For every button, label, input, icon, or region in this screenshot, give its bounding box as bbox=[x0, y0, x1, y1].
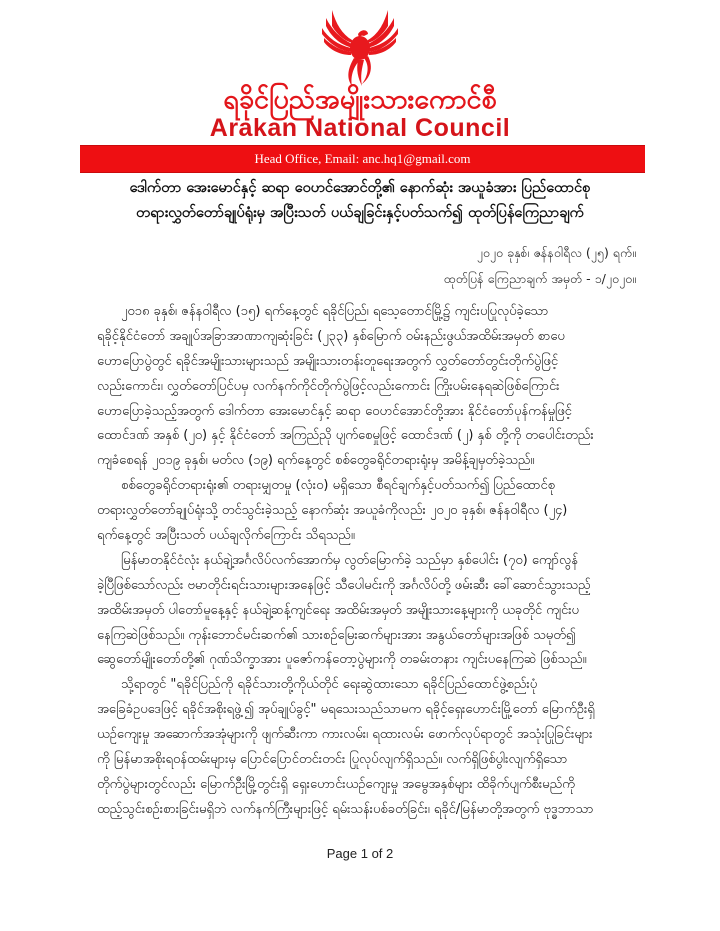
body-line: ယဉ်ကျေးမှု အဆောက်အအုံများကို ဖျက်ဆီးကာ ကားလမ်း၊ ရထားလမ်း ဖောက်လုပ်ရာတွင် အသုံးပြုခြင်းများ bbox=[97, 727, 593, 743]
organization-name-english: Arakan National Council bbox=[209, 114, 511, 142]
statement-date: ၂၀၂၀ ခုနှစ်၊ ဇန်နဝါရီလ (၂၅) ရက်။ bbox=[476, 245, 636, 260]
body-line: ၂၀၁၈ ခုနှစ်၊ ဇန်နဝါရီလ (၁၅) ရက်နေ့တွင် ရခိုင်ပြည်၊ ရသေ့တောင်မြို့၌ ကျင်းပပြုလုပ်ခဲ့သော bbox=[121, 304, 549, 319]
body-line: မြန်မာတနိုင်ငံလုံး နယ်ချဲ့အင်္ဂလိပ်လက်အောက်မှ လွတ်မြောက်ခဲ့ သည်မှာ နှစ်ပေါင်း (၇၀) ကျော်လွန် bbox=[121, 552, 578, 568]
head-office-email: Head Office, Email: anc.hq1@gmail.com bbox=[254, 151, 471, 166]
body-line: ခဲ့ပြီဖြစ်သော်လည်း ဗမာတိုင်းရင်းသားများအနေဖြင့် သီပေါမင်းကို အင်္ဂလိပ်တို့ ဖမ်းဆီး ခေါ်ဆောင်သွားသည့် bbox=[97, 577, 591, 593]
page-number: Page 1 of 2 bbox=[326, 846, 394, 861]
body-line: ဟောပြောပွဲတွင် ရခိုင်အမျိုးသားများသည် အမျိုးသားတန်းတူရေးအတွက် လွှတ်တော်တွင်းတိုက်ပွဲဖြင့် bbox=[97, 353, 559, 369]
letterhead bbox=[0, 0, 720, 180]
phoenix-logo-icon bbox=[318, 8, 402, 88]
body-line: ထောင်ဒဏ် အနှစ် (၂၀) နှင့် နိုင်ငံတော် အကြည်ညို ပျက်စေမှုဖြင့် ထောင်ဒဏ် (၂) နှစ် တို့ကို တပေါင်းတည်း bbox=[97, 428, 594, 444]
body-line: ဟောပြောခဲ့သည့်အတွက် ဒေါက်တာ အေးမောင်နှင့် ဆရာ ဝေဟင်အောင်တို့အား နိုင်ငံတော်ပုန်ကန်မှုဖြင့် bbox=[97, 403, 572, 419]
body-line: တရားလွှတ်တော်ချုပ်ရုံးသို့ တင်သွင်းခဲ့သည့် နောက်ဆုံး အယူခံကိုလည်း ၂၀၂၀ ခုနှစ်၊ ဇန်နဝါရီလ (၂၄) bbox=[97, 503, 568, 519]
statement-title bbox=[60, 176, 660, 226]
body-line: အထိမ်းအမှတ် ပါတော်မူနေ့နှင့် နယ်ချဲ့ဆန့်ကျင်ရေး အထိမ်းအမှတ် အမျိုးသားနေ့များကို ယခုတိုင် ကျင်းပ bbox=[97, 602, 579, 618]
body-line: ကို မြန်မာအစိုးရဝန်ထမ်းများမှ ပြောင်ပြောင်တင်းတင်း ပြုလုပ်လျက်ရှိသည်။ လက်ရှိဖြစ်ပွါးလျက်ရှိသော bbox=[97, 752, 568, 768]
head-office-bar bbox=[80, 145, 645, 173]
body-line: သို့ရာတွင် "ရခိုင်ပြည်ကို ရခိုင်သားတို့ကိုယ်တိုင် ရေးဆွဲထားသော ရခိုင်ပြည်ထောင်ဖွဲ့စည်းပုံ bbox=[121, 677, 538, 693]
body-line: နေကြဆဲဖြစ်သည်။ ကုန်းဘောင်မင်းဆက်၏ သားစဉ်မြေးဆက်များအား အနွယ်တော်များအဖြစ် သမုတ်၍ bbox=[97, 627, 576, 643]
title-line: ဒေါက်တာ အေးမောင်နှင့် ဆရာ ဝေဟင်အောင်တို့၏ နောက်ဆုံး အယူခံအား ပြည်ထောင်စု bbox=[129, 180, 591, 196]
body-line: ထည့်သွင်းစဉ်းစားခြင်းမရှိဘဲ လက်နက်ကြီးများဖြင့် ရမ်းသန်းပစ်ခတ်ခြင်း၊ ရခိုင်/မြန်မာတို့အတွက် ဗုဒ္ဓဘာသာ bbox=[97, 801, 594, 817]
organization-name-myanmar: ရခိုင်ပြည်အမျိုးသားကောင်စီ bbox=[223, 84, 497, 115]
body-line: အခြေခံဥပဒေဖြင့် ရခိုင်အစိုးရဖွဲ့၍ အုပ်ချုပ်ခွင့်" မရသေးသည်သာမက ရခိုင့်ရှေးဟောင်းမြို့တော် မြောက်ဦးရှိ bbox=[97, 702, 595, 718]
body-line: တိုက်ပွဲများတွင်လည်း မြောက်ဦးမြို့တွင်းရှိ ရှေးဟောင်းယဉ်ကျေးမှု အမွေအနှစ်များ ထိခိုက်ပျက်စီးမည်ကို bbox=[97, 776, 575, 792]
page-footer bbox=[0, 846, 720, 861]
body-line: ရခိုင့်နိုင်ငံတော် အချုပ်အခြာအာဏာကျဆုံးခြင်း (၂၃၃) နှစ်မြောက် ဝမ်းနည်းဖွယ်အထိမ်းအမှတ် စာပေ bbox=[97, 328, 565, 344]
statement-reference bbox=[444, 240, 636, 292]
body-line: ဆွေတော်မျိုးတော်တို့၏ ဂုဏ်သိက္ခာအား ပူဇော်ကန်တော့ပွဲများကို တခမ်းတနား ကျင်းပနေကြဆဲ ဖြစ်သည်။ bbox=[97, 652, 587, 668]
body-line: လည်းကောင်း၊ လွှတ်တော်ပြင်ပမှ လက်နက်ကိုင်တိုက်ပွဲဖြင့်လည်းကောင်း ကြိုးပမ်းနေရဆဲဖြစ်ကြောင်း bbox=[97, 378, 560, 394]
body-line: ကျခံစေရန် ၂၀၁၉ ခုနှစ်၊ မတ်လ (၁၉) ရက်နေ့တွင် စစ်တွေခရိုင်တရားရုံးမှ အမိန့်ချမှတ်ခဲ့သည်။ bbox=[97, 453, 535, 469]
statement-number: ထုတ်ပြန် ကြေညာချက် အမှတ် - ၁/၂၀၂၀။ bbox=[443, 271, 636, 286]
body-line: စစ်တွေခရိုင်တရားရုံး၏ တရားမျှတမှု (လုံး၀) မရှိသော စီရင်ချက်နှင့်ပတ်သက်၍ ပြည်ထောင်စု bbox=[121, 478, 555, 494]
statement-body bbox=[97, 300, 650, 823]
title-line: တရားလွှတ်တော်ချုပ်ရုံးမှ အပြီးသတ် ပယ်ချခြင်းနှင့်ပတ်သက်၍ ထုတ်ပြန်ကြေညာချက် bbox=[136, 205, 584, 221]
body-line: ရက်နေ့တွင် အပြီးသတ် ပယ်ချလိုက်ကြောင်း သိရသည်။ bbox=[97, 528, 355, 544]
